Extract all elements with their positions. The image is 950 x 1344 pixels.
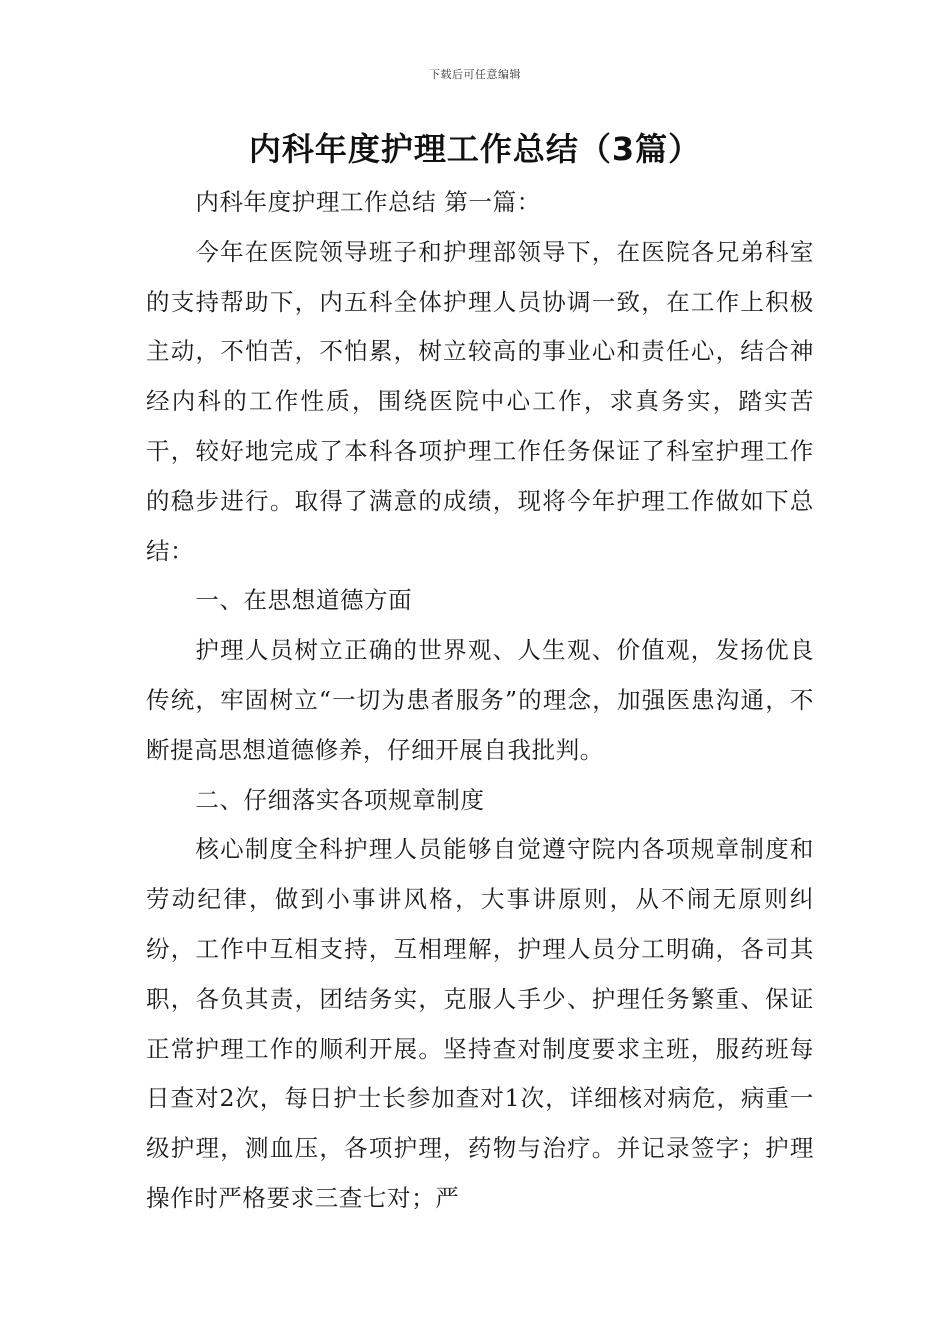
paragraph: 今年在医院领导班子和护理部领导下，在医院各兄弟科室的支持帮助下，内五科全体护理人员协调一致，在工作上积极主动，不怕苦，不怕累，树立较高的事业心和责任心，结合神经内科的工作性质，围绕医院中心工作，求真务实，踏实苦干，较好地完成了本科各项护理工作任务保证了科室护理工作的稳步进行。取得了满意的成绩，现将今年护理工作做如下总结： <box>146 237 814 565</box>
paragraph: 核心制度全科护理人员能够自觉遵守院内各项规章制度和劳动纪律，做到小事讲风格，大事讲原则，从不闹无原则纠纷，工作中互相支持，互相理解，护理人员分工明确，各司其职，各负其责，团结务实，克服人手少、护理任务繁重、保证正常护理工作的顺利开展。坚持查对制度要求主班，服药班每日查对2次，每日护士长参加查对1次，详细核对病危，病重一级护理，测血压，各项护理，药物与治疗。并记录签字；护理操作时严格要求三查七对；严 <box>146 835 814 1212</box>
document-title: 内科年度护理工作总结（3篇） <box>248 130 702 168</box>
page-header-note: 下载后可任意编辑 <box>429 68 521 81</box>
section-intro: 内科年度护理工作总结 第一篇： <box>195 188 541 216</box>
paragraph: 护理人员树立正确的世界观、人生观、价值观，发扬优良传统，牢固树立“一切为患者服务”的理念，加强医患沟通，不断提高思想道德修养，仔细开展自我批判。 <box>146 636 814 764</box>
document-body <box>146 178 814 1224</box>
section-heading: 一、在思想道德方面 <box>195 586 413 615</box>
section-heading: 二、仔细落实各项规章制度 <box>195 785 485 814</box>
